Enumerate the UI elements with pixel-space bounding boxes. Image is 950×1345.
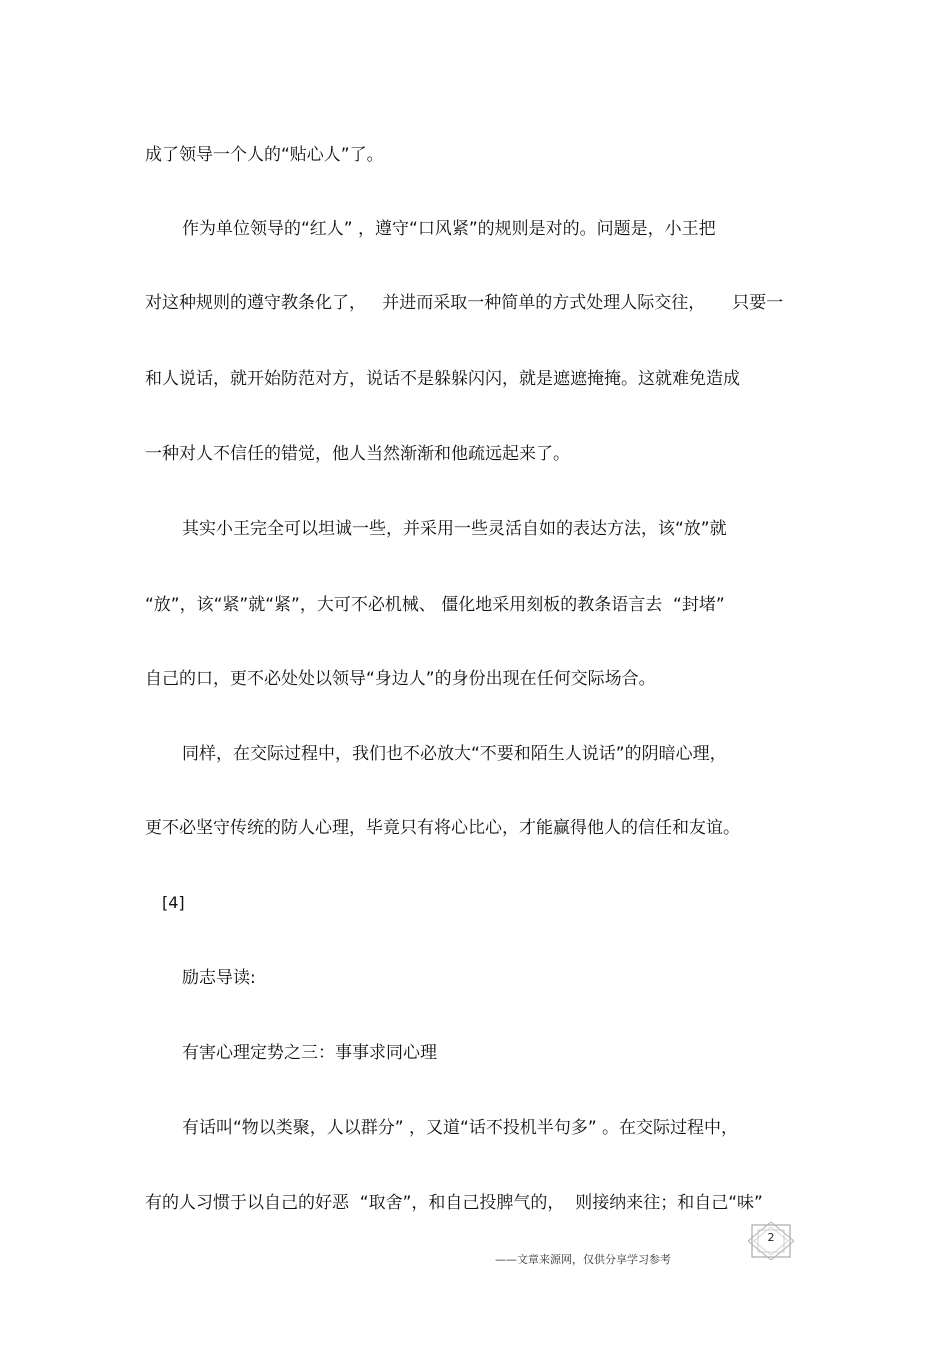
text-line-9: 同样，在交际过程中，我们也不必放大“不要和陌生人说话”的阴暗心理， bbox=[182, 744, 727, 764]
text-line-14: 有话叫“物以类聚，人以群分” ，又道“话不投机半句多” 。在交际过程中， bbox=[182, 1118, 739, 1138]
page-number: 2 bbox=[767, 1231, 775, 1244]
section-heading: 有害心理定势之三：事事求同心理 bbox=[182, 1043, 437, 1063]
section-label: 励志导读: bbox=[182, 968, 256, 988]
reference-marker: [4] bbox=[162, 893, 185, 912]
page-number-badge bbox=[748, 1222, 794, 1260]
text-line-1: 成了领导一个人的“贴心人”了。 bbox=[145, 145, 384, 165]
text-line-10: 更不必坚守传统的防人心理，毕竟只有将心比心，才能赢得他人的信任和友谊。 bbox=[145, 818, 740, 838]
footer-source-note: ——文章来源网，仅供分享学习参考 bbox=[495, 1253, 671, 1266]
text-line-6: 其实小王完全可以坦诚一些，并采用一些灵活自如的表达方法，该“放”就 bbox=[182, 519, 727, 539]
text-line-4: 和人说话，就开始防范对方，说话不是躲躲闪闪，就是遮遮掩掩。这就难免造成 bbox=[145, 369, 740, 389]
text-line-7: “放”，该“紧”就“紧”，大可不必机械、 僵化地采用刻板的教条语言去 “封堵” bbox=[145, 595, 725, 615]
text-line-3: 对这种规则的遵守教条化了， 并进而采取一种简单的方式处理人际交往， 只要一 bbox=[145, 293, 784, 313]
text-line-5: 一种对人不信任的错觉，他人当然渐渐和他疏远起来了。 bbox=[145, 444, 570, 464]
text-line-8: 自己的口，更不必处处以领导“身边人”的身份出现在任何交际场合。 bbox=[145, 669, 656, 689]
text-line-2: 作为单位领导的“红人” ，遵守“口风紧”的规则是对的。问题是，小王把 bbox=[182, 219, 716, 239]
text-line-15: 有的人习惯于以自己的好恶 “取舍”，和自己投脾气的， 则接纳来往；和自己“味” bbox=[145, 1193, 763, 1213]
